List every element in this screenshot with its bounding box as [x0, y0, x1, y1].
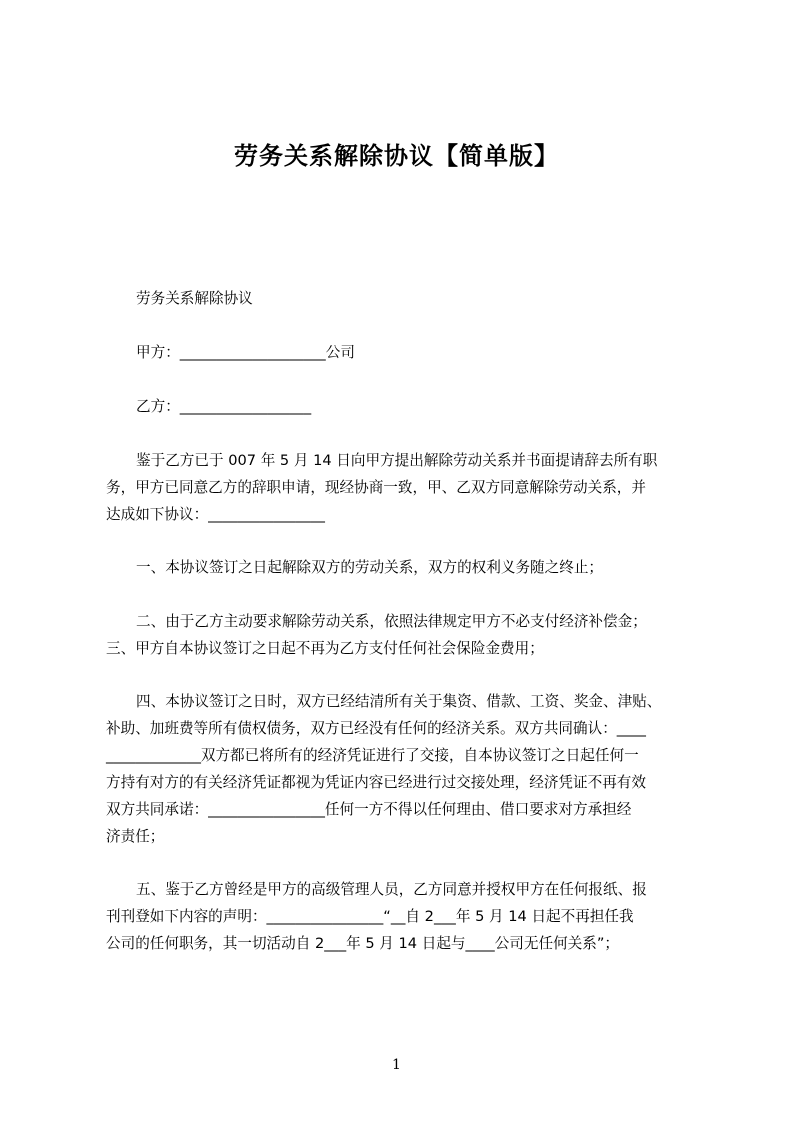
clause-1: 一、本协议签订之日起解除双方的劳动关系，双方的权利义务随之终止； [136, 559, 604, 576]
clause-5-line: 公司的任何职务，其一切活动自 2___年 5 月 14 日起与____公司无任何关系”； [106, 935, 620, 952]
clause-4-line: 四、本协议签订之日时，双方已经结清所有关于集资、借款、工资、奖金、津贴、 [136, 693, 662, 710]
document-subtitle: 劳务关系解除协议 [136, 290, 253, 307]
intro-line: 达成如下协议：________________ [106, 506, 325, 523]
clause-4-line: 济责任； [106, 828, 165, 845]
clause-4-line: _____________双方都已将所有的经济凭证进行了交接，自本协议签订之日起任何一 [106, 747, 639, 764]
intro-line: 务，甲方已同意乙方的辞职申请，现经协商一致，甲、乙双方同意解除劳动关系，并 [106, 479, 646, 496]
clause-4-line: 方持有对方的有关经济凭证都视为凭证内容已经进行过交接处理，经济凭证不再有效 [106, 774, 646, 791]
page-number: 1 [392, 1057, 401, 1073]
clause-5-line: 五、鉴于乙方曾经是甲方的高级管理人员，乙方同意并授权甲方在任何报纸、报 [136, 881, 647, 898]
clause-4-line: 补助、加班费等所有债权债务，双方已经没有任何的经济关系。双方共同确认：____ [106, 720, 646, 737]
clause-4-line: 双方共同承诺：________________任何一方不得以任何理由、借口要求对方承担经 [106, 801, 632, 818]
party-a-line: 甲方：____________________公司 [136, 344, 355, 361]
intro-line: 鉴于乙方已于 007 年 5 月 14 日向甲方提出解除劳动关系并书面提请辞去所有职 [136, 452, 658, 469]
party-b-line: 乙方：__________________ [136, 398, 312, 415]
clause-2: 二、由于乙方主动要求解除劳动关系，依照法律规定甲方不必支付经济补偿金； [136, 613, 647, 630]
clause-3: 三、甲方自本协议签订之日起不再为乙方支付任何社会保险金费用； [106, 640, 544, 657]
clause-5-line: 刊刊登如下内容的声明：________________“__自 2___年 5 月 14 日起不再担任我 [106, 908, 634, 925]
document-title: 劳务关系解除协议【简单版】 [234, 142, 559, 170]
